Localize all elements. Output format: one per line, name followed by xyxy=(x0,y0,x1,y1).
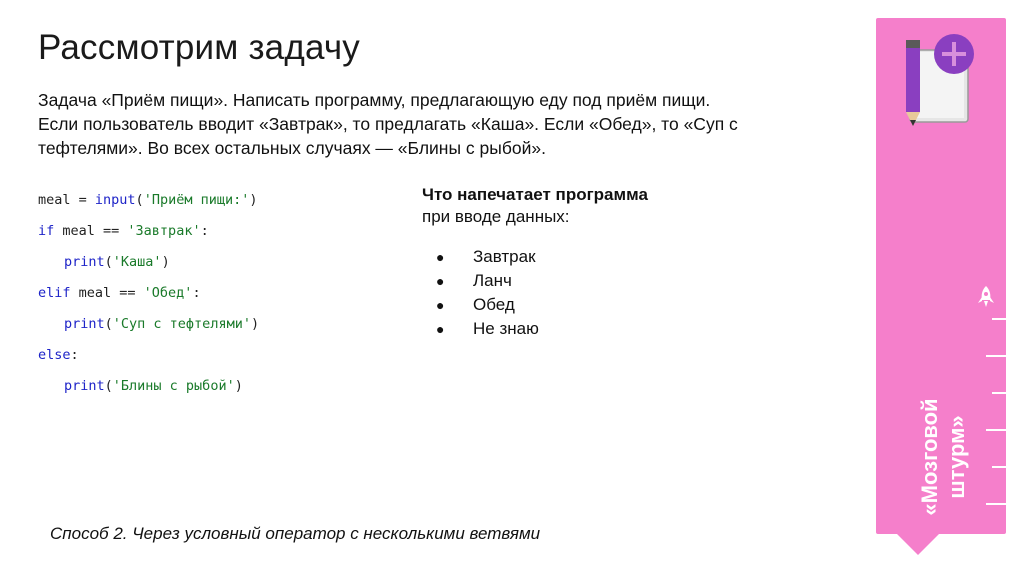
sidebar-label xyxy=(916,382,970,532)
code-token: ) xyxy=(161,254,170,270)
bullet-icon: ● xyxy=(436,321,445,337)
code-token: 'Блины с рыбой' xyxy=(112,378,235,394)
code-line-5 xyxy=(38,310,368,341)
code-token: ( xyxy=(104,316,113,332)
code-token: 'Каша' xyxy=(112,254,162,270)
option-label: Не знаю xyxy=(473,319,539,338)
ruler-tick xyxy=(992,466,1006,468)
code-line-6 xyxy=(38,341,368,372)
code-token: 'Суп с тефтелями' xyxy=(112,316,251,332)
code-token: print xyxy=(64,316,105,332)
sidebar-label-line-2: штурм» xyxy=(944,415,969,499)
option-label: Обед xyxy=(473,295,515,314)
code-token: ) xyxy=(234,378,243,394)
code-token: ) xyxy=(250,316,260,332)
question-title: Что напечатает программа xyxy=(422,185,648,204)
question-subtitle: при вводе данных: xyxy=(422,207,570,226)
footer-caption: Способ 2. Через условный оператор с несколькими ветвями xyxy=(50,524,541,543)
sidebar-pointer xyxy=(896,533,940,555)
task-description xyxy=(38,88,838,160)
code-line-7 xyxy=(38,372,368,403)
code-token: if xyxy=(38,223,55,239)
code-token: ) xyxy=(249,192,258,208)
slide-title: Рассмотрим задачу xyxy=(38,28,361,67)
code-token: else xyxy=(38,347,71,363)
option-label: Ланч xyxy=(473,271,512,290)
rocket-icon xyxy=(976,285,996,309)
list-item xyxy=(436,293,539,317)
bullet-icon: ● xyxy=(436,273,445,289)
task-line-1: Задача «Приём пищи». Написать программу, предлагающую еду под приём пищи. xyxy=(38,90,711,110)
task-line-3: тефтелями». Во всех остальных случаях — «Блины с рыбой». xyxy=(38,138,546,158)
code-block xyxy=(38,186,368,403)
code-token: print xyxy=(64,254,105,270)
sidebar-label-line-1: «Мозговой xyxy=(917,398,942,516)
task-line-2: Если пользователь вводит «Завтрак», то предлагать «Каша». Если «Обед», то «Суп с xyxy=(38,114,738,134)
code-token: print xyxy=(64,378,105,394)
code-token: meal == xyxy=(54,223,128,239)
ruler-tick xyxy=(986,355,1006,357)
code-token: elif xyxy=(38,285,71,301)
ruler-tick xyxy=(992,318,1006,320)
code-token: 'Обед' xyxy=(143,285,193,301)
code-token: ( xyxy=(135,192,144,208)
code-token: : xyxy=(192,285,201,301)
code-token: : xyxy=(200,223,209,239)
bullet-icon: ● xyxy=(436,249,445,265)
option-label: Завтрак xyxy=(473,247,536,266)
ruler-tick xyxy=(986,503,1006,505)
code-line-4 xyxy=(38,279,368,310)
ruler-tick xyxy=(986,429,1006,431)
ruler-tick xyxy=(992,392,1006,394)
code-line-1 xyxy=(38,186,368,217)
bullet-icon: ● xyxy=(436,297,445,313)
code-token: meal == xyxy=(70,285,144,301)
answer-options xyxy=(436,245,539,341)
code-line-2 xyxy=(38,217,368,248)
code-token: ( xyxy=(104,378,113,394)
list-item xyxy=(436,269,539,293)
code-token: 'Завтрак' xyxy=(127,223,201,239)
code-line-3 xyxy=(38,248,368,279)
code-token: : xyxy=(70,347,79,363)
list-item xyxy=(436,245,539,269)
code-token: ( xyxy=(104,254,113,270)
question-block xyxy=(422,184,782,228)
code-token: 'Приём пищи:' xyxy=(143,192,250,208)
notebook-pencil-plus-icon xyxy=(902,30,974,126)
code-token: meal = xyxy=(38,192,95,208)
code-token: input xyxy=(94,192,136,208)
list-item xyxy=(436,317,539,341)
